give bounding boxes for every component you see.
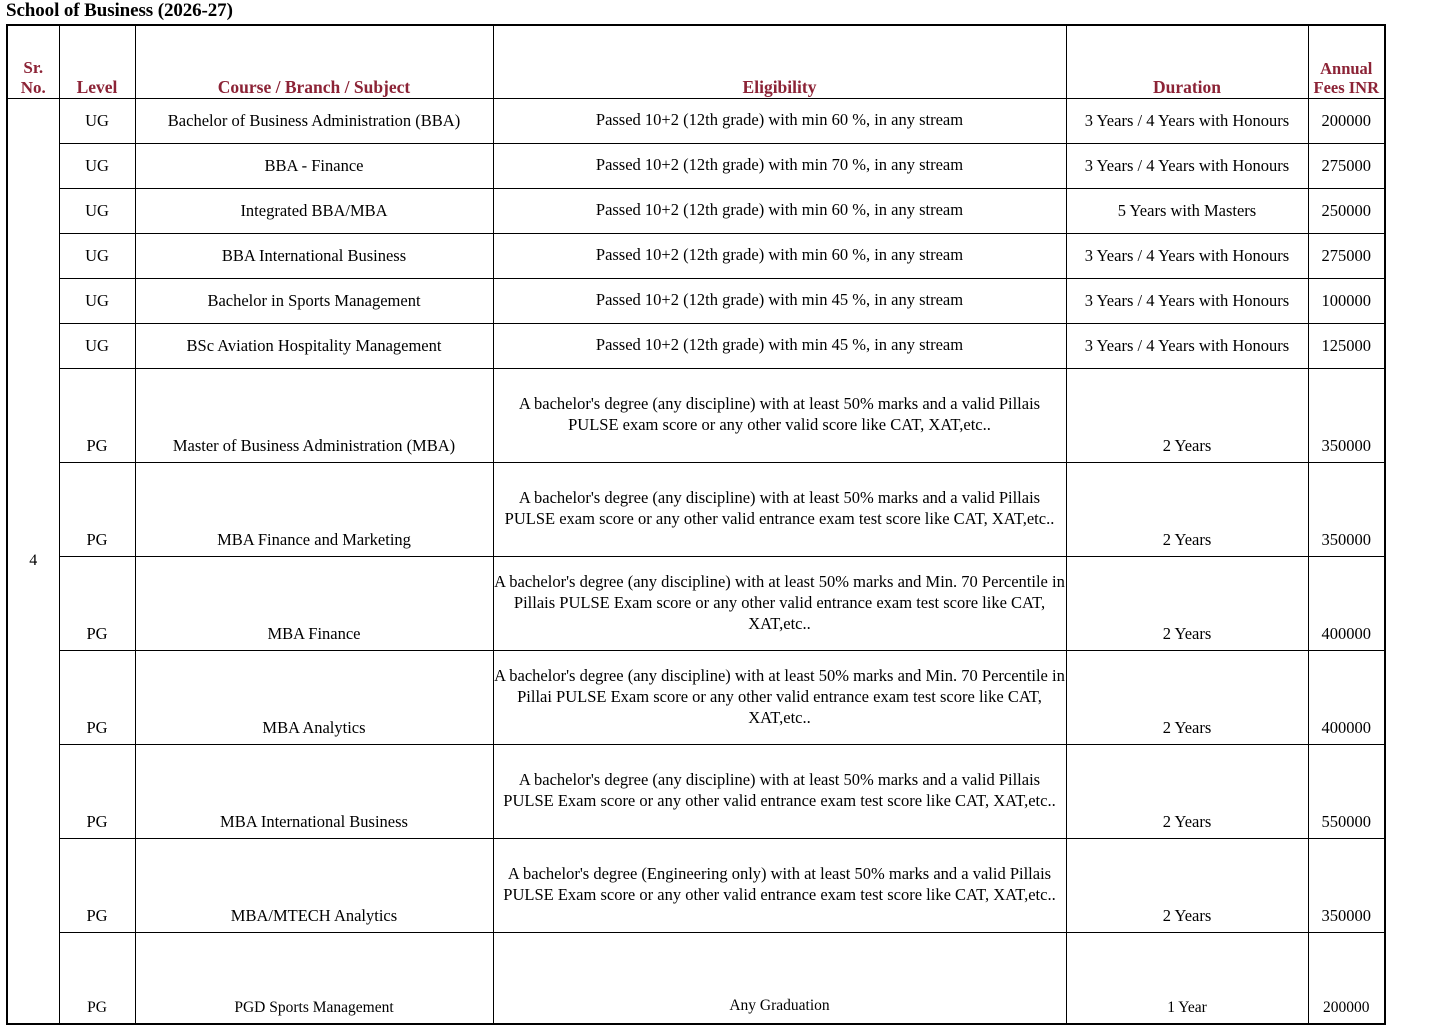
cell-eligibility: A bachelor's degree (any discipline) with at least 50% marks and a valid Pillais PULSE Exam score or any other valid entrance exam test score like CAT, XAT,etc.. <box>493 744 1066 838</box>
column-header-annual-fees-line2: Fees INR <box>1313 78 1380 98</box>
table-row <box>7 838 1385 932</box>
cell-course: BBA - Finance <box>135 143 493 188</box>
cell-duration: 3 Years / 4 Years with Honours <box>1066 98 1308 143</box>
page-title: School of Business (2026-27) <box>6 0 233 21</box>
cell-duration: 2 Years <box>1066 462 1308 556</box>
table-row <box>7 932 1385 1024</box>
table-row <box>7 188 1385 233</box>
cell-annual-fees: 400000 <box>1308 556 1385 650</box>
table-row <box>7 233 1385 278</box>
cell-level: PG <box>59 932 135 1024</box>
cell-course: Bachelor of Business Administration (BBA) <box>135 98 493 143</box>
cell-eligibility: Passed 10+2 (12th grade) with min 70 %, in any stream <box>493 143 1066 188</box>
cell-duration: 2 Years <box>1066 744 1308 838</box>
cell-eligibility: Any Graduation <box>493 932 1066 1024</box>
cell-course: MBA Analytics <box>135 650 493 744</box>
cell-course: Integrated BBA/MBA <box>135 188 493 233</box>
table-row <box>7 650 1385 744</box>
column-header-sr-no <box>7 25 59 99</box>
cell-level: UG <box>59 278 135 323</box>
cell-level: UG <box>59 143 135 188</box>
cell-level: PG <box>59 744 135 838</box>
table-row <box>7 462 1385 556</box>
column-header-course: Course / Branch / Subject <box>135 25 493 99</box>
header-row <box>7 25 1385 99</box>
cell-eligibility: A bachelor's degree (any discipline) with at least 50% marks and Min. 70 Percentile in Pillais PULSE Exam score or any other valid entrance exam test score like CAT, XAT,etc.. <box>493 556 1066 650</box>
cell-eligibility: Passed 10+2 (12th grade) with min 60 %, in any stream <box>493 233 1066 278</box>
column-header-annual-fees-line1: Annual <box>1320 59 1373 78</box>
cell-course: MBA International Business <box>135 744 493 838</box>
cell-duration: 1 Year <box>1066 932 1308 1024</box>
cell-annual-fees: 400000 <box>1308 650 1385 744</box>
column-header-level: Level <box>59 25 135 99</box>
cell-annual-fees: 350000 <box>1308 462 1385 556</box>
cell-level: PG <box>59 650 135 744</box>
cell-sr-no: 4 <box>7 98 59 1024</box>
table-header <box>7 25 1385 99</box>
table-row <box>7 323 1385 368</box>
cell-duration: 2 Years <box>1066 838 1308 932</box>
column-header-sr-no-line1: Sr. <box>23 57 44 77</box>
table-row <box>7 98 1385 143</box>
cell-annual-fees: 550000 <box>1308 744 1385 838</box>
table-row <box>7 556 1385 650</box>
cell-annual-fees: 200000 <box>1308 98 1385 143</box>
table-row <box>7 368 1385 462</box>
cell-duration: 3 Years / 4 Years with Honours <box>1066 278 1308 323</box>
cell-level: PG <box>59 556 135 650</box>
cell-eligibility: A bachelor's degree (any discipline) with at least 50% marks and Min. 70 Percentile in Pillai PULSE Exam score or any other valid entrance exam test score like CAT, XAT,etc.. <box>493 650 1066 744</box>
cell-annual-fees: 100000 <box>1308 278 1385 323</box>
cell-level: UG <box>59 98 135 143</box>
cell-duration: 5 Years with Masters <box>1066 188 1308 233</box>
cell-course: MBA/MTECH Analytics <box>135 838 493 932</box>
cell-level: PG <box>59 368 135 462</box>
column-header-duration: Duration <box>1066 25 1308 99</box>
cell-annual-fees: 125000 <box>1308 323 1385 368</box>
cell-level: PG <box>59 462 135 556</box>
cell-annual-fees: 275000 <box>1308 233 1385 278</box>
table-body <box>7 98 1385 1024</box>
cell-eligibility: A bachelor's degree (any discipline) with at least 50% marks and a valid Pillais PULSE exam score or any other valid score like CAT, XAT,etc.. <box>493 368 1066 462</box>
column-header-annual-fees <box>1308 25 1385 99</box>
cell-course: Bachelor in Sports Management <box>135 278 493 323</box>
cell-course: PGD Sports Management <box>135 932 493 1024</box>
cell-course: BSc Aviation Hospitality Management <box>135 323 493 368</box>
cell-eligibility: A bachelor's degree (any discipline) with at least 50% marks and a valid Pillais PULSE exam score or any other valid entrance exam test score like CAT, XAT,etc.. <box>493 462 1066 556</box>
cell-annual-fees: 350000 <box>1308 838 1385 932</box>
cell-level: PG <box>59 838 135 932</box>
cell-annual-fees: 200000 <box>1308 932 1385 1024</box>
cell-level: UG <box>59 188 135 233</box>
cell-level: UG <box>59 323 135 368</box>
cell-eligibility: A bachelor's degree (Engineering only) with at least 50% marks and a valid Pillais PULSE Exam score or any other valid entrance exam test score like CAT, XAT,etc.. <box>493 838 1066 932</box>
cell-duration: 2 Years <box>1066 650 1308 744</box>
cell-course: Master of Business Administration (MBA) <box>135 368 493 462</box>
cell-level: UG <box>59 233 135 278</box>
column-header-sr-no-line2: No. <box>20 77 46 97</box>
table-row <box>7 143 1385 188</box>
cell-annual-fees: 250000 <box>1308 188 1385 233</box>
column-header-eligibility: Eligibility <box>493 25 1066 99</box>
cell-duration: 2 Years <box>1066 556 1308 650</box>
cell-duration: 3 Years / 4 Years with Honours <box>1066 143 1308 188</box>
cell-annual-fees: 350000 <box>1308 368 1385 462</box>
cell-duration: 3 Years / 4 Years with Honours <box>1066 323 1308 368</box>
cell-course: MBA Finance and Marketing <box>135 462 493 556</box>
table-row <box>7 744 1385 838</box>
table-row <box>7 278 1385 323</box>
cell-eligibility: Passed 10+2 (12th grade) with min 60 %, in any stream <box>493 188 1066 233</box>
cell-annual-fees: 275000 <box>1308 143 1385 188</box>
cell-eligibility: Passed 10+2 (12th grade) with min 45 %, in any stream <box>493 323 1066 368</box>
cell-duration: 3 Years / 4 Years with Honours <box>1066 233 1308 278</box>
course-table <box>6 24 1386 1025</box>
cell-duration: 2 Years <box>1066 368 1308 462</box>
cell-course: BBA International Business <box>135 233 493 278</box>
cell-eligibility: Passed 10+2 (12th grade) with min 45 %, in any stream <box>493 278 1066 323</box>
cell-eligibility: Passed 10+2 (12th grade) with min 60 %, in any stream <box>493 98 1066 143</box>
cell-course: MBA Finance <box>135 556 493 650</box>
